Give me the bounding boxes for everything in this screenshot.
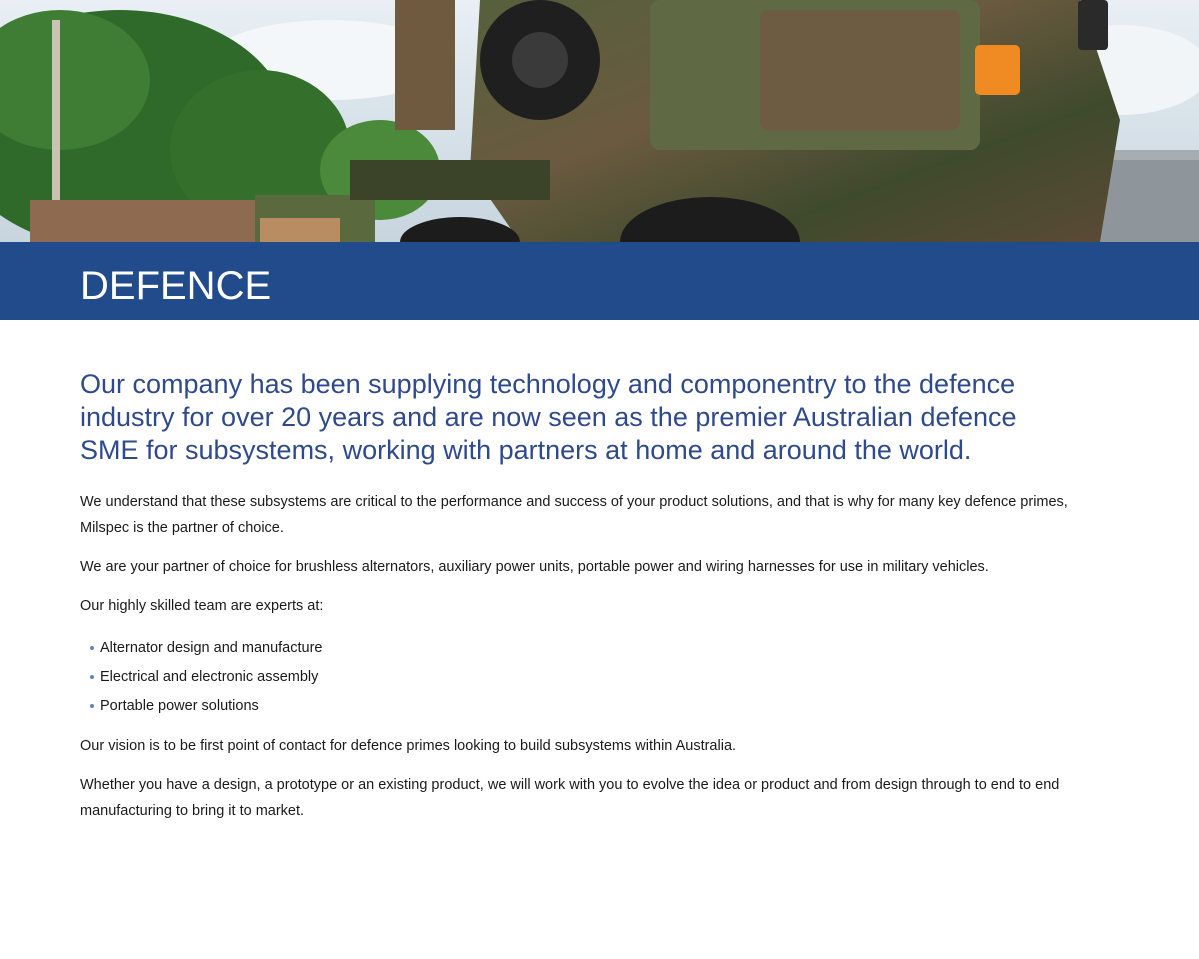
paragraph-vision: Our vision is to be first point of contact for defence primes looking to build subsystems within Australia. [80,738,737,754]
military-truck-photo [0,0,1199,242]
lead-paragraph: Our company has been supplying technology and componentry to the defence industry for over 20 years and are now seen as the premier Australian defence SME for subsystems, working with partners at home and around the world. [80,369,1017,465]
list-item [90,663,1080,692]
paragraph-team-intro: Our highly skilled team are experts at: [80,598,324,614]
list-item-label: Electrical and electronic assembly [100,669,319,685]
list-item-label: Alternator design and manufacture [100,640,323,656]
page-title: DEFENCE [80,264,272,308]
list-item-label: Portable power solutions [100,698,259,714]
expertise-list [80,632,1080,721]
paragraph-subsystems: We understand that these subsystems are critical to the performance and success of your product solutions, and that is why for many key defence primes, Milspec is the partner of choice. [80,494,1068,536]
hero-banner-image [0,0,1199,242]
paragraph-design-to-market: Whether you have a design, a prototype or an existing product, we will work with you to evolve the idea or product and from design through to end to end manufacturing to bring it to market. [80,777,1060,819]
bullet-icon [90,704,94,708]
list-item [90,634,1080,663]
bullet-icon [90,646,94,650]
list-item [90,692,1080,721]
paragraph-partner-of-choice: We are your partner of choice for brushless alternators, auxiliary power units, portable power and wiring harnesses for use in military vehicles. [80,559,989,575]
main-content [80,368,1080,837]
page-title-band [0,242,1199,320]
bullet-icon [90,675,94,679]
